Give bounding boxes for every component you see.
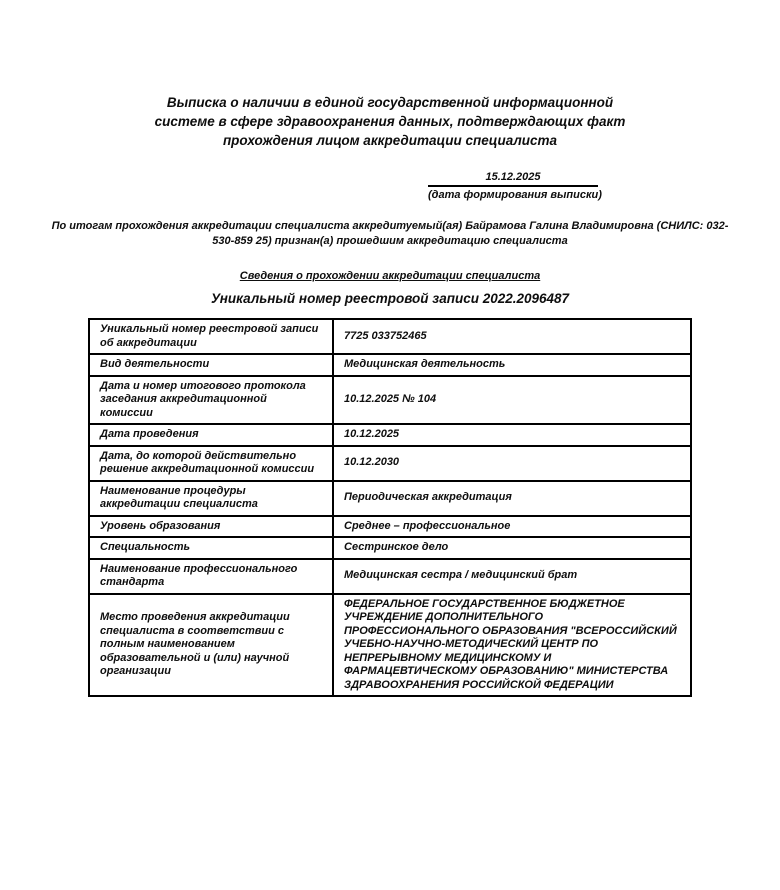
document-title-line: прохождения лицом аккредитации специалиста xyxy=(222,133,558,148)
row-label: Вид деятельности xyxy=(89,354,333,376)
row-value: 7725 033752465 xyxy=(333,319,691,354)
row-label: Дата и номер итогового протокола заседания аккредитационной комиссии xyxy=(89,376,333,425)
table-row xyxy=(89,319,691,354)
table-row xyxy=(89,594,691,697)
row-value: Сестринское дело xyxy=(333,537,691,559)
document-title-line: системе в сфере здравоохранения данных, подтверждающих факт xyxy=(154,114,626,129)
row-label: Дата, до которой действительно решение аккредитационной комиссии xyxy=(89,446,333,481)
row-value: ФЕДЕРАЛЬНОЕ ГОСУДАРСТВЕННОЕ БЮДЖЕТНОЕ УЧРЕЖДЕНИЕ ДОПОЛНИТЕЛЬНОГО ПРОФЕССИОНАЛЬНОГО ОБРАЗОВАНИЯ "ВСЕРОССИЙСКИЙ УЧЕБНО-НАУЧНО-МЕТОДИЧЕСКИЙ ЦЕНТР ПО НЕПРЕРЫВНОМУ МЕДИЦИНСКОМУ И ФАРМАЦЕВТИЧЕСКОМУ ОБРАЗОВАНИЮ" МИНИСТЕРСТВА ЗДРАВООХРАНЕНИЯ РОССИЙСКОЙ ФЕДЕРАЦИИ xyxy=(333,594,691,697)
table-row xyxy=(89,481,691,516)
row-value: Медицинская деятельность xyxy=(333,354,691,376)
extract-date-caption: (дата формирования выписки) xyxy=(428,189,602,201)
row-label: Наименование процедуры аккредитации специалиста xyxy=(89,481,333,516)
extract-date: 15.12.2025 xyxy=(428,171,598,187)
table-row xyxy=(89,516,691,538)
extract-date-block xyxy=(428,171,602,201)
table-row xyxy=(89,559,691,594)
table-row xyxy=(89,537,691,559)
row-value: 10.12.2025 xyxy=(333,424,691,446)
document-title-line: Выписка о наличии в единой государственной информационной xyxy=(166,95,614,110)
accreditation-result-paragraph: По итогам прохождения аккредитации специалиста аккредитуемый(ая) Байрамова Галина Владимировна (СНИЛС: 032-530-859 25) признан(а) прошедшим аккредитацию специалиста xyxy=(51,220,729,247)
table-row xyxy=(89,424,691,446)
row-label: Наименование профессионального стандарта xyxy=(89,559,333,594)
row-label: Место проведения аккредитации специалиста в соответствии с полным наименованием образовательной и (или) научной организации xyxy=(89,594,333,697)
table-row xyxy=(89,354,691,376)
row-label: Специальность xyxy=(89,537,333,559)
registry-number-heading: Уникальный номер реестровой записи 2022.2096487 xyxy=(210,291,570,306)
row-label: Дата проведения xyxy=(89,424,333,446)
row-value: Медицинская сестра / медицинский брат xyxy=(333,559,691,594)
row-value: 10.12.2025 № 104 xyxy=(333,376,691,425)
table-row xyxy=(89,376,691,425)
table-row xyxy=(89,446,691,481)
accreditation-details-table xyxy=(88,318,692,697)
section-heading: Сведения о прохождении аккредитации специалиста xyxy=(239,270,541,282)
document-title xyxy=(110,93,670,150)
row-value: Среднее – профессиональное xyxy=(333,516,691,538)
row-label: Уровень образования xyxy=(89,516,333,538)
row-value: Периодическая аккредитация xyxy=(333,481,691,516)
row-label: Уникальный номер реестровой записи об аккредитации xyxy=(89,319,333,354)
row-value: 10.12.2030 xyxy=(333,446,691,481)
